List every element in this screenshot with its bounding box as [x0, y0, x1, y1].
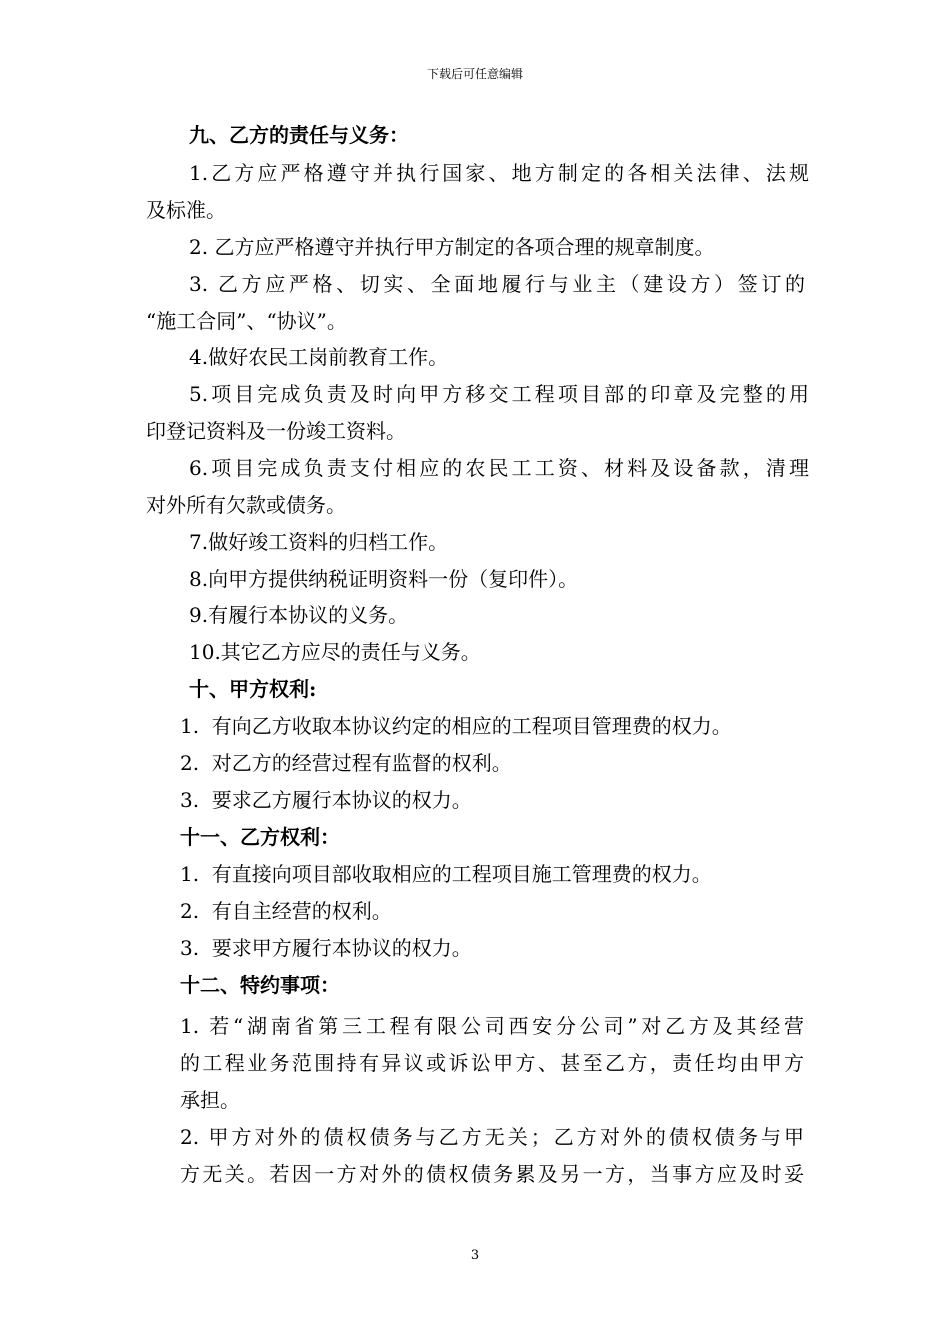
paragraph-line: 2. 有自主经营的权利。 — [180, 899, 392, 923]
page-header: 下载后可任意编辑 — [426, 67, 523, 81]
paragraph-line: 9.有履行本协议的义务。 — [189, 603, 409, 627]
paragraph-line: 2. 乙方应严格遵守并执行甲方制定的各项合理的规章制度。 — [189, 235, 715, 259]
paragraph-line: 1. 若“湖南省第三工程有限公司西安分公司”对乙方及其经营 — [180, 1014, 804, 1038]
section-heading-11: 十一、乙方权利： — [180, 825, 340, 849]
paragraph-line: 4.做好农民工岗前教育工作。 — [189, 345, 449, 369]
paragraph-line: 对外所有欠款或债务。 — [146, 493, 346, 517]
paragraph-line: 2. 甲方对外的债权债务与乙方无关；乙方对外的债权债务与甲 — [180, 1125, 804, 1149]
paragraph-line: 6.项目完成负责支付相应的农民工工资、材料及设备款，清理 — [189, 456, 809, 480]
paragraph-line: 1. 有向乙方收取本协议约定的相应的工程项目管理费的权力。 — [180, 714, 732, 738]
paragraph-line: 印登记资料及一份竣工资料。 — [146, 419, 406, 443]
paragraph-line: 3. 要求甲方履行本协议的权力。 — [180, 936, 472, 960]
paragraph-line: 承担。 — [180, 1088, 240, 1112]
section-heading-12: 十二、特约事项： — [180, 973, 340, 997]
paragraph-line: 7.做好竣工资料的归档工作。 — [189, 530, 449, 554]
paragraph-line: 1. 有直接向项目部收取相应的工程项目施工管理费的权力。 — [180, 862, 712, 886]
paragraph-line: 1.乙方应严格遵守并执行国家、地方制定的各相关法律、法规 — [189, 161, 809, 185]
paragraph-line: 8.向甲方提供纳税证明资料一份（复印件）。 — [189, 567, 579, 591]
paragraph-line: 3. 乙方应严格、切实、全面地履行与业主（建设方）签订的 — [189, 272, 805, 296]
page-number: 3 — [470, 1248, 480, 1263]
paragraph-line: 5.项目完成负责及时向甲方移交工程项目部的印章及完整的用 — [189, 382, 809, 406]
section-heading-9: 九、乙方的责任与义务： — [189, 123, 409, 147]
paragraph-line: 3. 要求乙方履行本协议的权力。 — [180, 788, 472, 812]
paragraph-line: 10.其它乙方应尽的责任与义务。 — [189, 640, 481, 664]
paragraph-line: 的工程业务范围持有异议或诉讼甲方、甚至乙方，责任均由甲方 — [180, 1051, 804, 1075]
section-heading-10: 十、甲方权利: — [189, 677, 317, 701]
paragraph-line: 及标准。 — [146, 198, 226, 222]
paragraph-line: 方无关。若因一方对外的债权债务累及另一方，当事方应及时妥 — [180, 1162, 804, 1186]
paragraph-line: “施工合同”、“协议”。 — [146, 309, 347, 333]
paragraph-line: 2. 对乙方的经营过程有监督的权利。 — [180, 751, 512, 775]
